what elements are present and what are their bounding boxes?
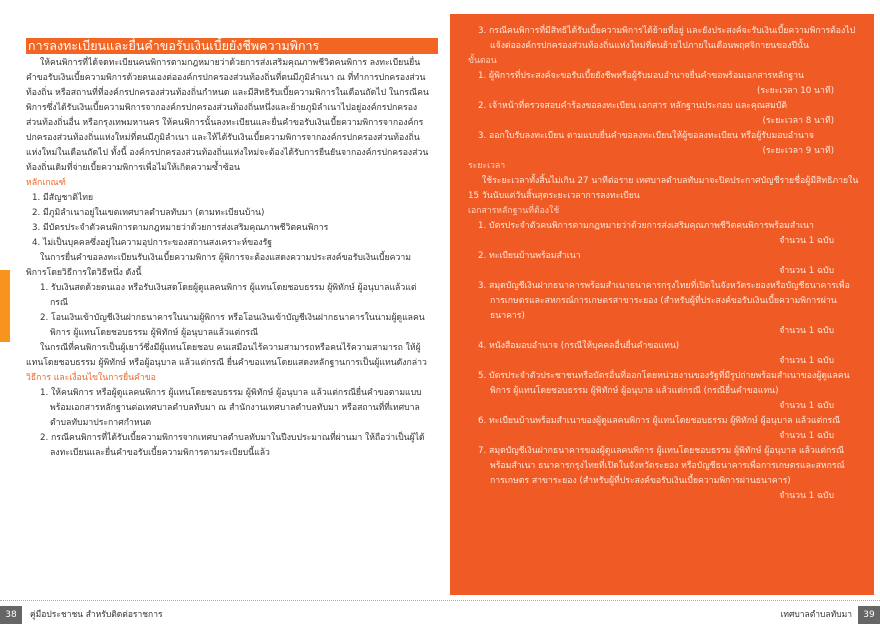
criteria-heading: หลักเกณฑ์: [26, 178, 66, 188]
step-text: 1. ผู้พิการที่ประสงค์จะขอรับเบี้ยยังชีพหรือผู้รับมอบอำนาจยื่นคำขอพร้อมเอกสารหลักฐาน: [478, 71, 804, 81]
doc-text: 4. หนังสือมอบอำนาจ (กรณีให้บุคคลอื่นยื่นคำขอแทน): [478, 341, 680, 351]
footer-title-right: เทศบาลตำบลทับมา: [780, 610, 852, 620]
payment-paragraph: ในการยื่นคำขอลงทะเบียนรับเงินเบี้ยความพิการ ผู้พิการจะต้องแสดงความประสงค์ขอรับเงินเบี้ยความพิการโดยวิธีการใดวิธีหนึ่ง ดังนี้: [26, 253, 411, 278]
step-duration: (ระยะเวลา 10 นาที): [756, 86, 834, 96]
footer-title-left: คู่มือประชาชน สำหรับติดต่อราชการ: [30, 610, 163, 620]
page-number-left: 38: [0, 606, 22, 624]
step-item: [468, 69, 860, 99]
doc-copies: จำนวน 1 ฉบับ: [779, 431, 834, 441]
doc-text: 1. บัตรประจำตัวคนพิการตามกฎหมายว่าด้วยการส่งเสริมคุณภาพชีวิตคนพิการพร้อมสำเนา: [478, 221, 814, 231]
doc-copies: จำนวน 1 ฉบับ: [779, 491, 834, 501]
steps-heading: ขั้นตอน: [468, 56, 497, 66]
doc-copies: จำนวน 1 ฉบับ: [779, 236, 834, 246]
doc-item: [468, 339, 860, 369]
doc-text: 7. สมุดบัญชีเงินฝากธนาคารของผู้ดูแลคนพิการ ผู้แทนโดยชอบธรรม ผู้พิทักษ์ ผู้อนุบาล แล้วแต่กรณีพร้อมสำเนา ธนาคารกรุงไทยที่เปิดในจังหวัดระยอง หรือบัญชีธนาคารเพื่อการเกษตรและสหกรณ์การเกษตร สาขาระยอง (สำหรับผู้ที่ประสงค์ขอรับเงินเบี้ยความพิการผ่านธนาคาร): [478, 446, 845, 486]
step-text: 2. เจ้าหน้าที่ตรวจสอบคำร้องขอลงทะเบียน เอกสาร หลักฐานประกอบ และคุณสมบัติ: [478, 101, 787, 111]
method-heading: วิธีการ และเงื่อนไขในการยื่นคำขอ: [26, 373, 156, 383]
doc-text: 6. ทะเบียนบ้านพร้อมสำเนาของผู้ดูแลคนพิการ ผู้แทนโดยชอบธรรม ผู้พิทักษ์ ผู้อนุบาล แล้วแต่กรณี: [478, 416, 841, 426]
criteria-item: 3. มีบัตรประจำตัวคนพิการตามกฎหมายว่าด้วยการส่งเสริมคุณภาพชีวิตคนพิการ: [32, 223, 329, 233]
step-duration: (ระยะเวลา 9 นาที): [762, 146, 834, 156]
doc-text: 2. ทะเบียนบ้านพร้อมสำเนา: [478, 251, 581, 261]
criteria-item: 1. มีสัญชาติไทย: [32, 193, 94, 203]
right-content: [468, 24, 860, 504]
doc-item: [468, 369, 860, 414]
criteria-item: 4. ไม่เป็นบุคคลซึ่งอยู่ในความอุปการะของสถานสงเคราะห์ของรัฐ: [32, 238, 273, 248]
doc-item: [468, 219, 860, 249]
doc-copies: จำนวน 1 ฉบับ: [779, 356, 834, 366]
method-item: 3. กรณีคนพิการที่มีสิทธิได้รับเบี้ยความพิการได้ย้ายที่อยู่ และยังประสงค์จะรับเงินเบี้ยความพิการต้องไปแจ้งต่อองค์กรปกครองส่วนท้องถิ่นแห่งใหม่ที่ตนย้ายไปภายในเดือนพฤศจิกายนของปีนั้น: [478, 26, 856, 51]
doc-item: [468, 444, 860, 504]
doc-copies: จำนวน 1 ฉบับ: [779, 326, 834, 336]
doc-text: 3. สมุดบัญชีเงินฝากธนาคารพร้อมสำเนาธนาคารกรุงไทยที่เปิดในจังหวัดระยองหรือบัญชีธนาคารเพื่อการเกษตรและสหกรณ์การเกษตรสาขาระยอง (สำหรับผู้ที่ประสงค์ขอรับเงินเบี้ยความพิการผ่านธนาคาร): [478, 281, 850, 321]
docs-heading: เอกสารหลักฐานที่ต้องใช้: [468, 206, 560, 216]
time-heading: ระยะเวลา: [468, 161, 506, 171]
left-page: [0, 0, 440, 600]
step-duration: (ระยะเวลา 8 นาที): [762, 116, 834, 126]
doc-item: [468, 279, 860, 339]
doc-item: [468, 414, 860, 444]
step-text: 3. ออกใบรับลงทะเบียน ตามแบบยื่นคำขอลงทะเบียนให้ผู้ขอลงทะเบียน หรือผู้รับมอบอำนาจ: [478, 131, 814, 141]
page-number-right: 39: [858, 606, 880, 624]
doc-item: [468, 249, 860, 279]
doc-copies: จำนวน 1 ฉบับ: [779, 266, 834, 276]
payment-method-item: 1. รับเงินสดด้วยตนเอง หรือรับเงินสดโดยผู้ดูแลคนพิการ ผู้แทนโดยชอบธรรม ผู้พิทักษ์ ผู้อนุบาลแล้วแต่กรณี: [40, 283, 417, 308]
step-item: [468, 99, 860, 129]
side-tab: [0, 270, 10, 342]
step-item: [468, 129, 860, 159]
left-content: [26, 56, 430, 461]
doc-copies: จำนวน 1 ฉบับ: [779, 401, 834, 411]
intro-paragraph: ให้คนพิการที่ได้จดทะเบียนคนพิการตามกฎหมายว่าด้วยการส่งเสริมคุณภาพชีวิตคนพิการ ลงทะเบียนยื่นคำขอรับเงินเบี้ยความพิการด้วยตนเองต่อองค์กรปกครองส่วนท้องถิ่นที่ตนมีภูมิลำเนา ณ ที่ทำการปกครองส่วนท้องถิ่น หรือสถานที่ที่องค์กรปกครองส่วนท้องถิ่นกำหนด และมีสิทธิรับเบี้ยความพิการในเดือนถัดไป ในกรณีคนพิการซึ่งได้รับเงินเบี้ยความพิการจากองค์กรปกครองส่วนท้องถิ่นหนึ่งและย้ายภูมิลำเนาไปอยู่องค์กรปกครองส่วนท้องถิ่นอื่น หรือกรุงเทพมหานคร ให้คนพิการนั้นลงทะเบียนและยื่นคำขอรับเงินเบี้ยความพิการจากองค์กรปกครองส่วนท้องถิ่นแห่งใหม่ที่ตนมีภูมิลำเนา และให้ได้รับเงินเบี้ยความพิการจากองค์กรปกครองส่วนท้องถิ่นแห่งใหม่ในเดือนถัดไป ทั้งนี้ องค์กรปกครองส่วนท้องถิ่นแห่งใหม่จะต้องได้รับการยืนยันจากองค์กรปกครองส่วนท้องถิ่นเดิมที่จ่ายเบี้ยความพิการเพื่อไม่ให้เกิดความซ้ำซ้อน: [26, 58, 429, 173]
criteria-item: 2. มีภูมิลำเนาอยู่ในเขตเทศบาลตำบลทับมา (ตามทะเบียนบ้าน): [32, 208, 265, 218]
time-paragraph: ใช้ระยะเวลาทั้งสิ้นไม่เกิน 27 นาทีต่อราย เทศบาลตำบลทับมาจะปิดประกาศบัญชีรายชื่อผู้มีสิทธิภายใน 15 วันนับแต่วันสิ้นสุดระยะเวลาการลงทะเบียน: [468, 176, 859, 201]
method-item: 2. กรณีคนพิการที่ได้รับเบี้ยความพิการจากเทศบาลตำบลทับมาในปีงบประมาณที่ผ่านมา ให้ถือว่าเป็นผู้ได้ลงทะเบียนและยื่นคำขอรับเบี้ยความพิการตามระเบียบนี้แล้ว: [40, 433, 425, 458]
method-item: 1. ให้คนพิการ หรือผู้ดูแลคนพิการ ผู้แทนโดยชอบธรรม ผู้พิทักษ์ ผู้อนุบาล แล้วแต่กรณียื่นคำขอตามแบบพร้อมเอกสารหลักฐานต่อเทศบาลตำบลทับมา ณ สำนักงานเทศบาลตำบลทับมา หรือสถานที่ที่เทศบาลตำบลทับมาประกาศกำหนด: [40, 388, 422, 428]
page-heading: การลงทะเบียนและยื่นคำขอรับเงินเบี้ยยังชีพความพิการ: [26, 38, 438, 54]
payment-method-item: 2. โอนเงินเข้าบัญชีเงินฝากธนาคารในนามผู้พิการ หรือโอนเงินเข้าบัญชีเงินฝากธนาคารในนามผู้ดูแลคนพิการ ผู้แทนโดยชอบธรรม ผู้พิทักษ์ ผู้อนุบาลแล้วแต่กรณี: [40, 313, 425, 338]
doc-text: 5. บัตรประจำตัวประชาชนหรือบัตรอื่นที่ออกโดยหน่วยงานของรัฐที่มีรูปถ่ายพร้อมสำเนาของผู้ดูแลคนพิการ ผู้แทนโดยชอบธรรม ผู้พิทักษ์ ผู้อนุบาล แล้วแต่กรณี (กรณียื่นคำขอแทน): [478, 371, 850, 396]
footer-divider: [0, 600, 880, 601]
right-panel: [450, 14, 874, 595]
guardian-paragraph: ในกรณีที่คนพิการเป็นผู้เยาว์ซึ่งมีผู้แทนโดยชอบ คนเสมือนไร้ความสามารถหรือคนไร้ความสามารถ ให้ผู้แทนโดยชอบธรรม ผู้พิทักษ์ หรือผู้อนุบาล แล้วแต่กรณี ยื่นคำขอแทนโดยแสดงหลักฐานการเป็นผู้แทนดังกล่าว: [26, 343, 427, 368]
